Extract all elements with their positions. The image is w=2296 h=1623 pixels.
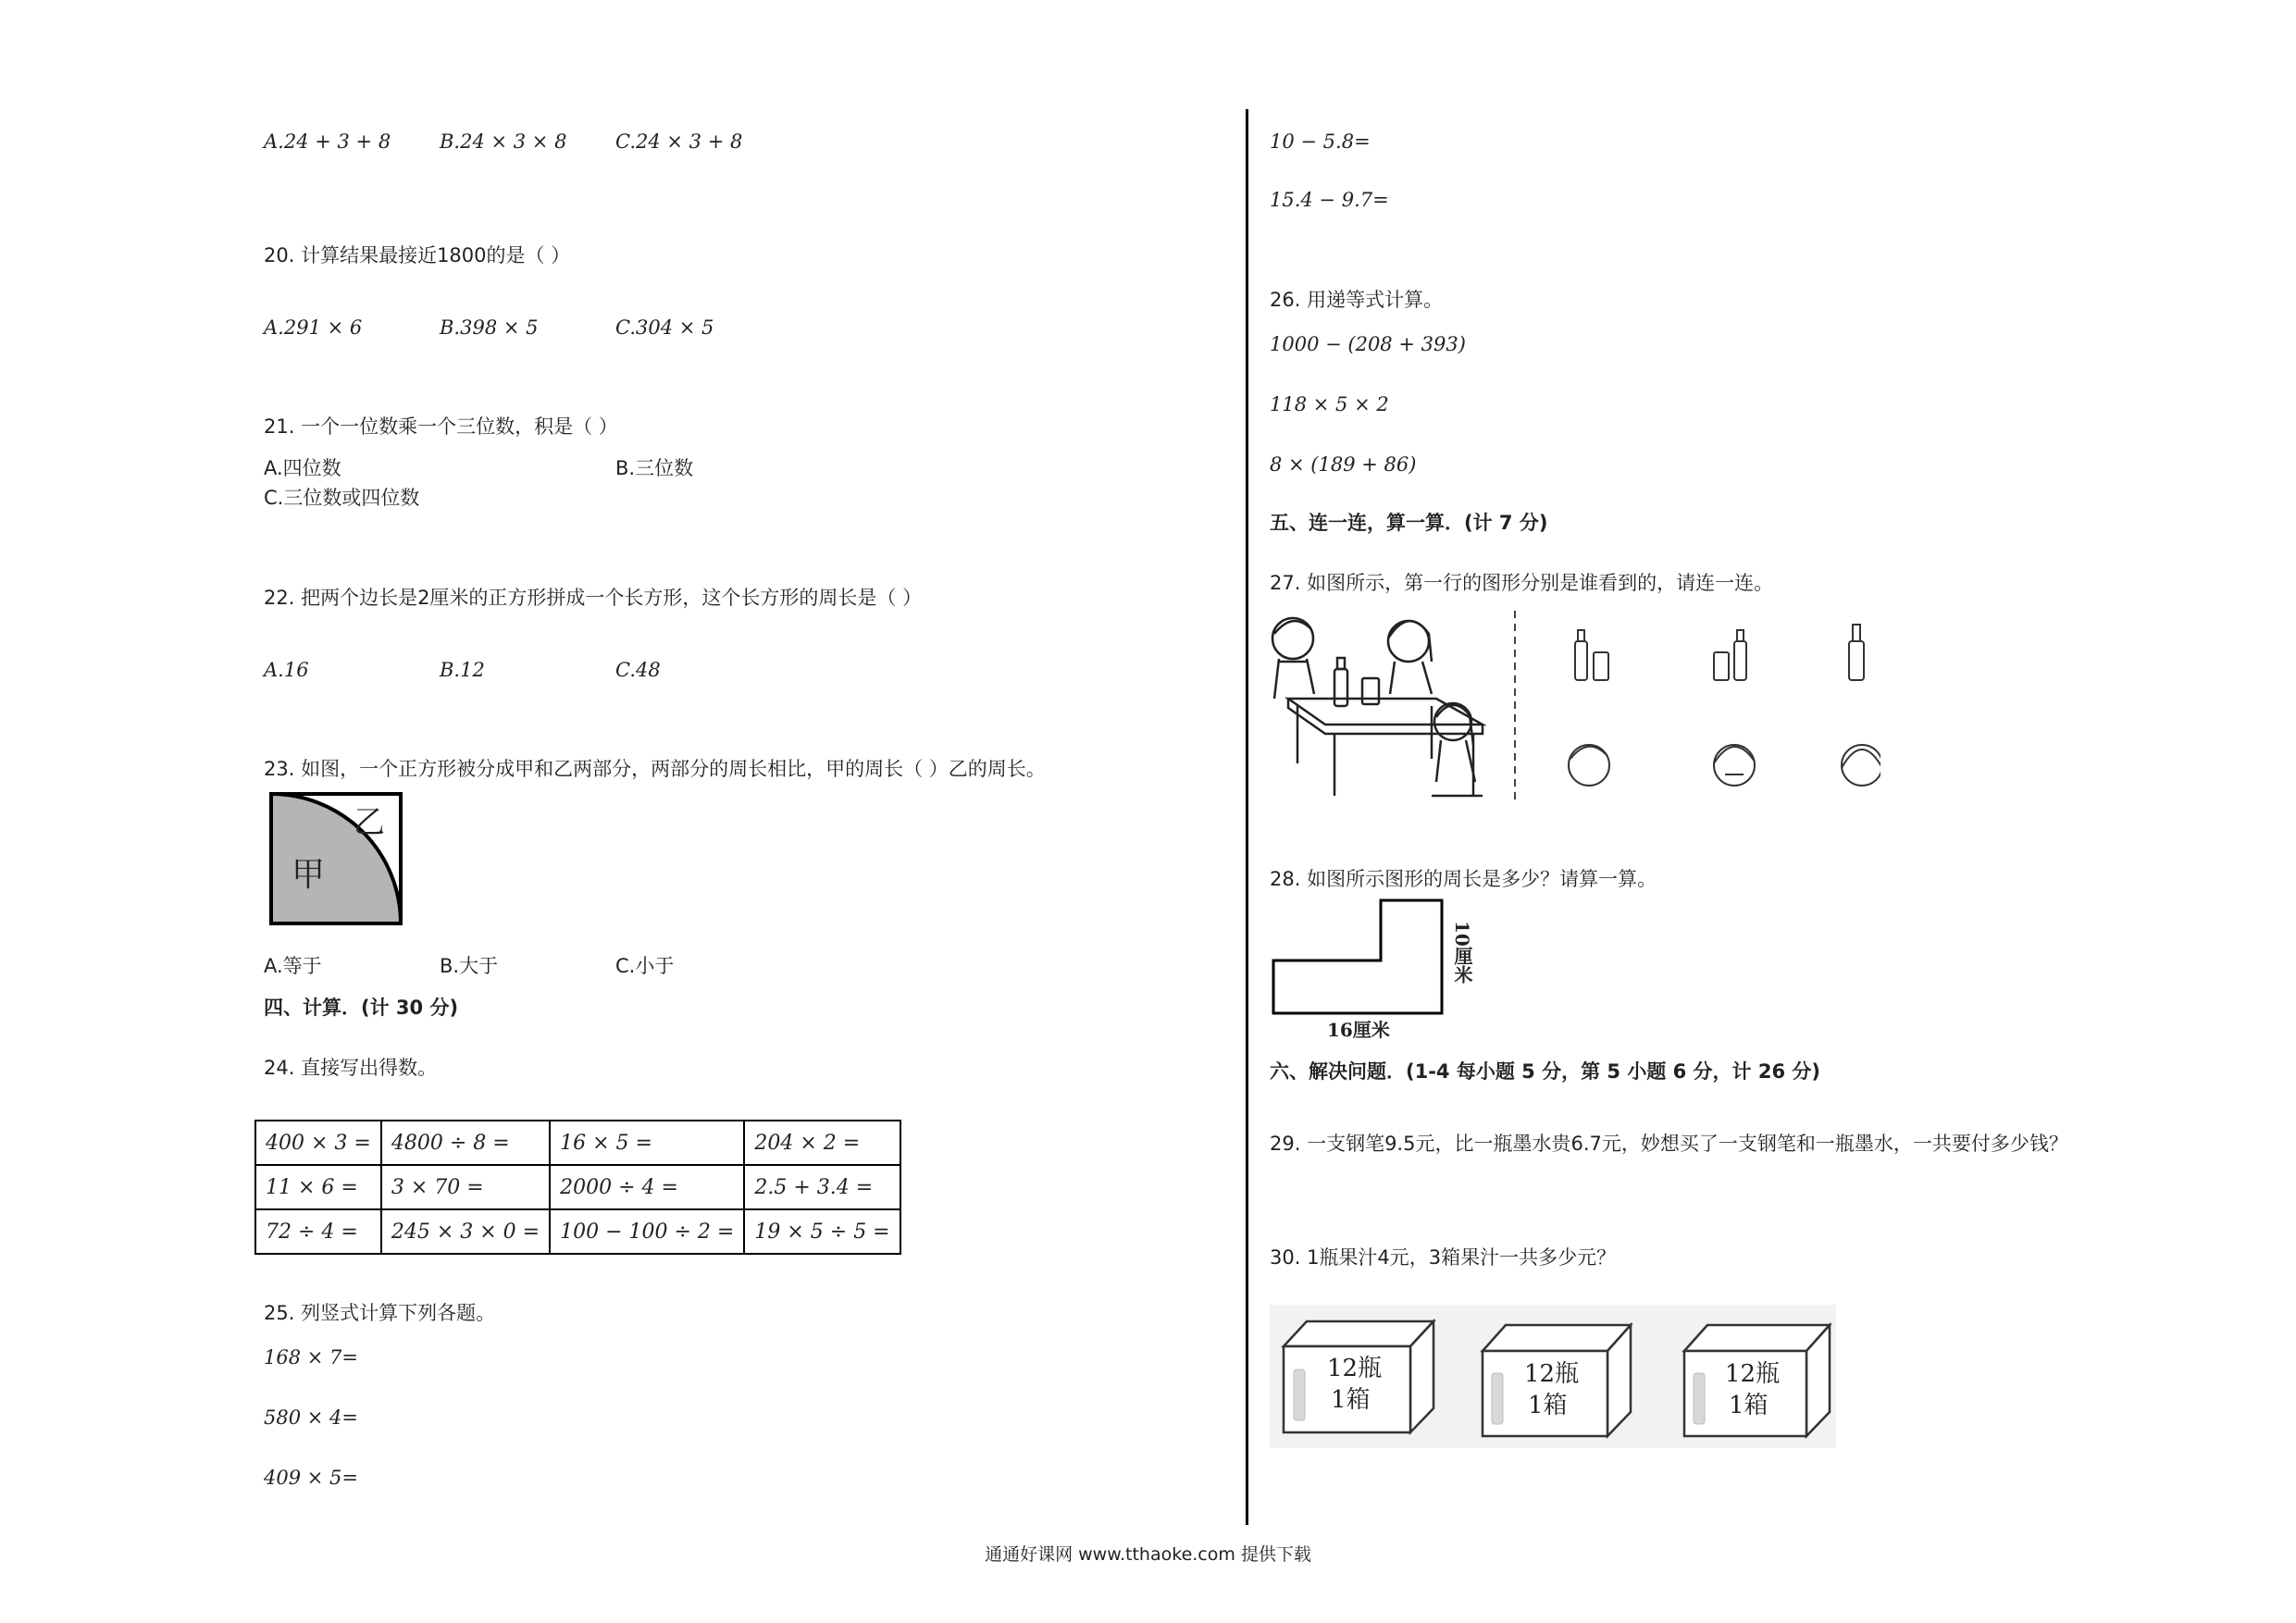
q20-option-c: C.304 × 5 — [615, 316, 714, 339]
box-label — [1327, 1353, 1382, 1416]
q22-text: 22. 把两个边长是2厘米的正方形拼成一个长方形，这个长方形的周长是（ ） — [264, 587, 923, 609]
q21-option-b: B.三位数 — [615, 457, 694, 479]
section-4-title: 四、计算．(计 30 分) — [264, 997, 459, 1019]
box-label — [1524, 1358, 1579, 1421]
box-label-line2: 1箱 — [1729, 1392, 1769, 1419]
q27-text: 27. 如图所示，第一行的图形分别是谁看到的，请连一连。 — [1270, 572, 1774, 594]
q25-item: 580 × 4= — [264, 1406, 358, 1429]
calc-cell: 2000 ÷ 4 = — [550, 1165, 744, 1209]
q28-figure — [1270, 893, 1492, 1041]
q19-option-b: B.24 × 3 × 8 — [440, 130, 567, 153]
q20-option-b: B.398 × 5 — [440, 316, 539, 339]
q25-item: 409 × 5= — [264, 1467, 358, 1489]
box-label-line2: 1箱 — [1331, 1386, 1371, 1414]
q22-option-c: C.48 — [615, 659, 661, 681]
calc-cell: 204 × 2 = — [744, 1121, 900, 1165]
table-row — [255, 1121, 900, 1165]
q29-text: 29. 一支钢笔9.5元，比一瓶墨水贵6.7元，妙想买了一支钢笔和一瓶墨水，一共要付多少钱？ — [1270, 1133, 2068, 1155]
q22-option-a: A.16 — [264, 659, 309, 681]
calc-cell: 72 ÷ 4 = — [255, 1209, 381, 1254]
calc-cell: 2.5 + 3.4 = — [744, 1165, 900, 1209]
q23-square-figure — [268, 791, 405, 930]
section-5-title: 五、连一连，算一算．(计 7 分) — [1270, 512, 1548, 534]
page-footer: 通通好课网 www.tthaoke.com 提供下载 — [985, 1544, 1311, 1565]
q27-figure — [1270, 606, 1880, 805]
q23-option-b: B.大于 — [440, 955, 499, 977]
calc-cell: 3 × 70 = — [381, 1165, 550, 1209]
q20-text: 20. 计算结果最接近1800的是（ ） — [264, 244, 571, 266]
q26-item: 118 × 5 × 2 — [1270, 393, 1389, 415]
table-row — [255, 1209, 900, 1254]
q26-item: 1000 − (208 + 393) — [1270, 333, 1466, 355]
box-label-line1: 12瓶 — [1524, 1360, 1580, 1388]
column-divider — [1246, 109, 1248, 1525]
q20-option-a: A.291 × 6 — [264, 316, 363, 339]
calc-cell: 400 × 3 = — [255, 1121, 381, 1165]
q22-option-b: B.12 — [440, 659, 485, 681]
q23-text: 23. 如图，一个正方形被分成甲和乙两部分，两部分的周长相比，甲的周长（ ）乙的周长。 — [264, 758, 1046, 780]
q21-option-a: A.四位数 — [264, 457, 341, 479]
q23-option-c: C.小于 — [615, 955, 675, 977]
fig-label-jia: 甲 — [292, 856, 326, 894]
calc-cell: 100 − 100 ÷ 2 = — [550, 1209, 744, 1254]
calc-cell: 19 × 5 ÷ 5 = — [744, 1209, 900, 1254]
calc-cell: 11 × 6 = — [255, 1165, 381, 1209]
q25-item: 10 − 5.8= — [1270, 130, 1371, 153]
box-label-line1: 12瓶 — [1725, 1360, 1781, 1388]
q25-text: 25. 列竖式计算下列各题。 — [264, 1302, 496, 1324]
q21-text: 21. 一个一位数乘一个三位数，积是（ ） — [264, 415, 618, 438]
q24-calc-table — [254, 1120, 901, 1255]
box-label-line2: 1箱 — [1528, 1392, 1568, 1419]
q19-option-a: A.24 + 3 + 8 — [264, 130, 391, 153]
table-row — [255, 1165, 900, 1209]
q24-text: 24. 直接写出得数。 — [264, 1057, 438, 1079]
q19-option-c: C.24 × 3 + 8 — [615, 130, 743, 153]
box-label — [1725, 1358, 1780, 1421]
q26-item: 8 × (189 + 86) — [1270, 453, 1417, 476]
q30-text: 30. 1瓶果汁4元，3箱果汁一共多少元？ — [1270, 1246, 1617, 1269]
q25-item: 168 × 7= — [264, 1346, 358, 1369]
q26-text: 26. 用递等式计算。 — [1270, 289, 1444, 311]
q23-option-a: A.等于 — [264, 955, 322, 977]
calc-cell: 4800 ÷ 8 = — [381, 1121, 550, 1165]
q28-label-bottom: 16厘米 — [1327, 1019, 1390, 1041]
box-label-line1: 12瓶 — [1327, 1355, 1383, 1382]
q25-item: 15.4 − 9.7= — [1270, 189, 1389, 211]
q28-text: 28. 如图所示图形的周长是多少？请算一算。 — [1270, 868, 1657, 890]
q28-label-side: 10厘米 — [1451, 921, 1473, 984]
q30-figure — [1270, 1305, 1836, 1448]
fig-label-yi: 乙 — [354, 804, 385, 841]
calc-cell: 245 × 3 × 0 = — [381, 1209, 550, 1254]
calc-cell: 16 × 5 = — [550, 1121, 744, 1165]
q21-option-c: C.三位数或四位数 — [264, 487, 420, 509]
table-illustration — [1272, 618, 1483, 796]
section-6-title: 六、解决问题．(1-4 每小题 5 分，第 5 小题 6 分，计 26 分) — [1270, 1060, 1820, 1083]
